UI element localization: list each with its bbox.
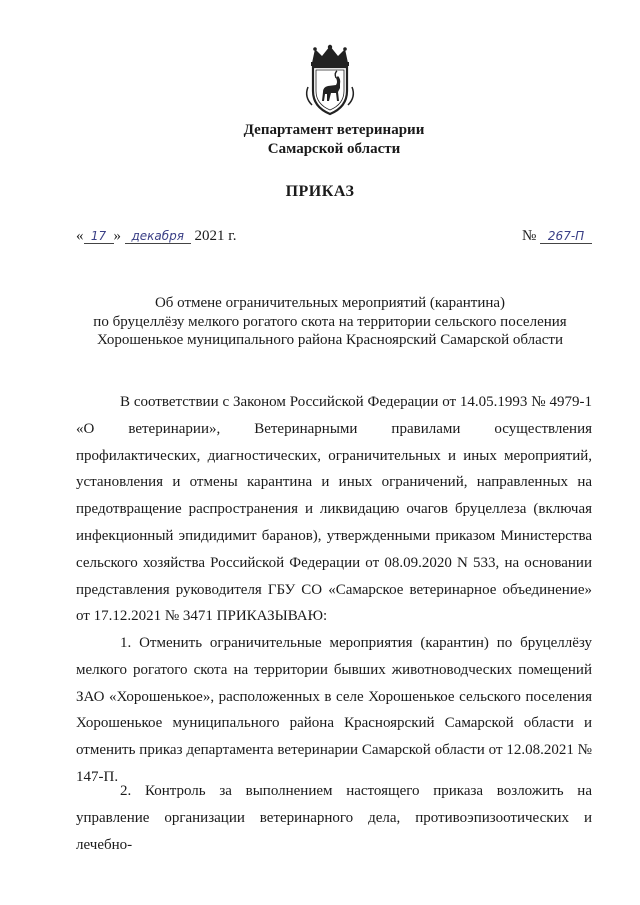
item-2-paragraph: 2. Контроль за выполнением настоящего приказа возложить на управление организации ветеринарного дела, противоэпизоотических и лечебно- [76, 783, 592, 853]
document-type-title: ПРИКАЗ [285, 183, 355, 200]
order-subject [60, 294, 600, 350]
order-date [76, 228, 236, 245]
date-year: 2021 г. [194, 228, 237, 244]
date-month: декабря [125, 229, 191, 244]
item-1-section [76, 630, 592, 791]
department-name-line2: Самарской области [267, 141, 401, 157]
subject-line1: Об отмене ограничительных мероприятий (карантина) [154, 295, 506, 311]
number-value: 267-П [540, 229, 592, 244]
preamble-section [76, 389, 592, 630]
subject-line3: Хорошенькое муниципального района Красноярский Самарской области [96, 332, 564, 348]
item-2-section [76, 778, 592, 858]
samara-coat-of-arms-icon [298, 43, 362, 117]
item-1-paragraph: 1. Отменить ограничительные мероприятия (карантин) по бруцеллёзу мелкого рогатого скота на территории бывших животноводческих помещений ЗАО «Хорошенькое», расположенных в селе Хорошенькое сельского поселения Хорошенькое муниципального района Красноярский Самарской области и отменить приказ департамента ветеринарии Самарской области от 12.08.2021 № 147-П. [76, 635, 592, 785]
number-prefix: № [522, 228, 537, 244]
date-open-quote: « [76, 228, 84, 244]
department-name-line1: Департамент ветеринарии [243, 122, 425, 138]
date-close-quote: » [113, 228, 121, 244]
date-day: 17 [84, 229, 114, 244]
preamble-paragraph: В соответствии с Законом Российской Федерации от 14.05.1993 № 4979-1 «О ветеринарии», Ветеринарными правилами осуществления профилактических, диагностических, ограничительных и иных мероприятий, установления и отмены карантина и иных ограничений, направленных на предотвращение распространения и ликвидацию очагов бруцеллеза (включая инфекционный эпидидимит баранов), утвержденными приказом Министерства сельского хозяйства Российской Федерации от 08.09.2020 N 533, на основании представления руководителя ГБУ СО «Самарское ветеринарное объединение» от 17.12.2021 № 3471 ПРИКАЗЫВАЮ: [76, 394, 592, 625]
subject-line2: по бруцеллёзу мелкого рогатого скота на территории сельского поселения [93, 313, 567, 330]
order-number [522, 228, 592, 245]
